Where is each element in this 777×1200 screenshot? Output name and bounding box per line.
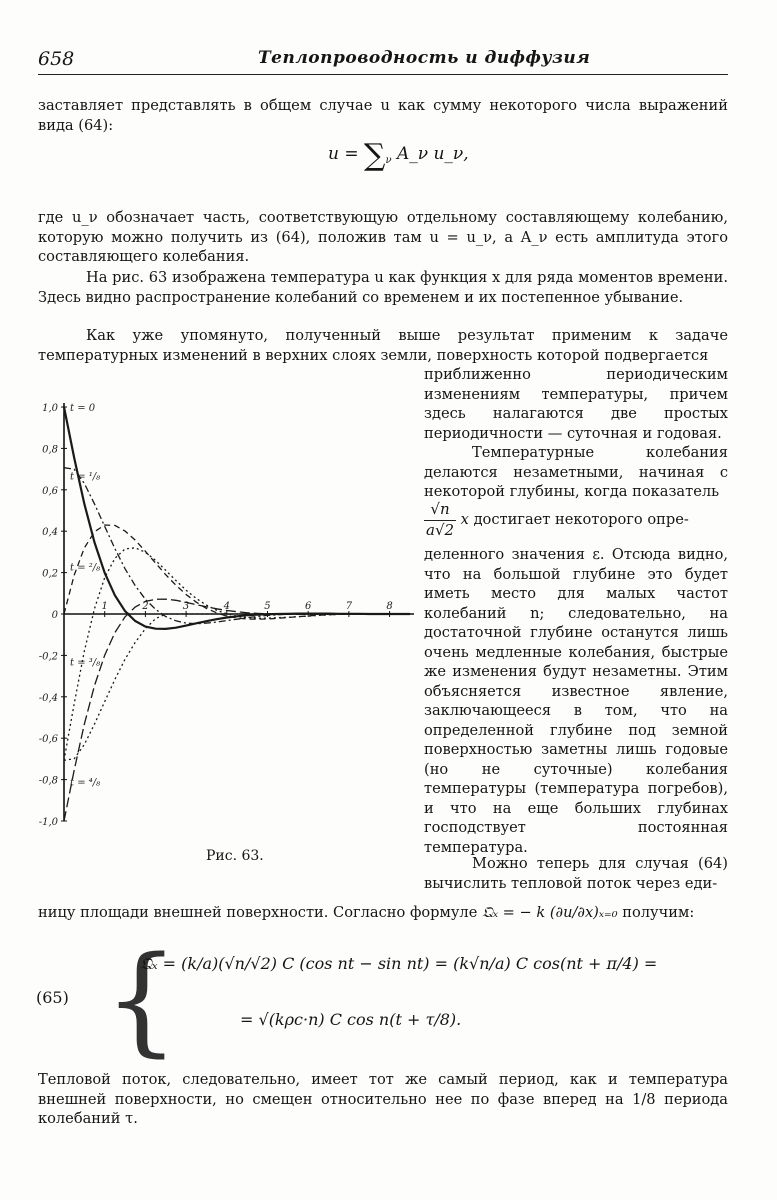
paragraph-7 [38, 898, 728, 928]
paragraph-2: где u_ν обозначает часть, соответствующую отдельному составляющему колебанию, которую можно получить из (64), положив там u = u_ν, а A_ν есть амплитуда этого составляющего колебания. [38, 209, 728, 265]
paragraph-5a: Температурные колебания делаются незаметными, начиная с некоторой глубины, когда показатель [424, 444, 728, 500]
sum-index: ν [385, 155, 392, 166]
y-tick-label: 0,2 [42, 568, 58, 580]
y-tick-label: 0,6 [42, 485, 58, 497]
paragraph-3: На рис. 63 изображена температура u как функция x для ряда моментов времени. Здесь видно распространение колебаний со временем и их постепенное убывание. [38, 269, 728, 306]
paragraph-4b: приближенно периодическим изменениям температуры, причем здесь налагаются две простых периодичности — суточная и годовая. [424, 366, 728, 442]
inline-heat-flux-formula: 𝔔ₓ = − k (∂u/∂x)ₓ₌₀ [481, 904, 618, 921]
series-line [64, 614, 410, 760]
x-tick-label: 3 [182, 601, 190, 612]
paragraph-8: Тепловой поток, следовательно, имеет тот же самый период, как и температура внешней поверхности, но смещен относительно нее по фазе вперед на 1/8 периода колебаний τ. [38, 1071, 728, 1127]
equation-65-line-2: = √(kρc·n) C cos n(t + τ/8). [240, 1010, 462, 1029]
running-header [38, 44, 728, 75]
sum-rhs: A_ν u_ν, [396, 144, 469, 164]
y-tick-label: 0,8 [42, 444, 58, 456]
x-tick-label: 7 [345, 601, 353, 612]
series-line [64, 548, 410, 761]
page-number: 658 [38, 48, 75, 70]
series-line [64, 468, 410, 624]
x-tick-label: 2 [142, 601, 149, 612]
paragraph-7b: получим: [622, 904, 695, 921]
paragraph-7a: ницу площади внешней поверхности. Согласно формуле [38, 904, 478, 921]
sum-equation [328, 138, 469, 173]
running-title: Теплопроводность и диффузия [258, 48, 591, 68]
chart-axes [64, 403, 414, 821]
y-tick-label: 1,0 [42, 403, 58, 414]
paragraph-1: заставляет представлять в общем случае u как сумму некоторого числа выражений вида (64): [38, 97, 728, 134]
curve-label: t = 0 [70, 403, 96, 414]
y-tick-label: 0,4 [42, 527, 58, 539]
equation-65-line-1: 𝔔ₓ = (k/a)(√n/√2) C (cos nt − sin nt) = (k√n/a) C cos(nt + π/4) = [140, 954, 658, 973]
sum-lhs: u = [328, 144, 359, 164]
y-tick-label: 0 [51, 610, 58, 621]
exponent-fraction: $\frac{√n}{a√2}$ [426, 500, 455, 539]
series-line [64, 525, 410, 619]
x-tick-label: 5 [264, 601, 271, 612]
series-line [64, 599, 410, 821]
x-tick-label: 1 [101, 601, 108, 612]
y-tick-label: -0,4 [38, 692, 58, 704]
y-tick-label: -0,2 [38, 651, 58, 663]
x-tick-label: 8 [386, 601, 393, 612]
curve-label: t = ²/₈ [70, 562, 101, 574]
paragraph-6: Можно теперь для случая (64) вычислить тепловой поток через еди- [424, 855, 728, 892]
x-tick-label: 4 [223, 601, 230, 612]
paragraph-4a: Как уже упомянуто, полученный выше результат применим к задаче температурных изменений в верхних слоях земли, поверхность которой подвергается [38, 327, 728, 364]
y-tick-label: -0,8 [38, 775, 58, 787]
exponent-line: $\frac{√n}{a√2}$ x достигает некоторого опре- [426, 500, 689, 539]
left-brace: { [104, 930, 180, 1068]
paragraph-5c: деленного значения ε. Отсюда видно, что на большой глубине это будет иметь место для малых частот колебаний n; следовательно, на достаточной глубине останутся лишь очень медленные колебания, быстрые же изменения будут незаметны. Этим объясняется известное явление, заключающееся в том, что на определенной глубине под земной поверхностью заметны лишь годовые (но не суточные) колебания температуры (температура погребов), и что на еще больших глубинах господствует постоянная температура. [424, 546, 728, 856]
chart-ticks [39, 403, 393, 828]
equation-65-label: (65) [36, 988, 69, 1007]
figure-63-chart [30, 385, 420, 835]
curve-label: t = ¹/₈ [70, 471, 101, 483]
curve-label: t = ⁴/₈ [70, 777, 101, 789]
x-tick-label: 6 [304, 601, 312, 612]
series-line [64, 407, 410, 629]
figure-caption: Рис. 63. [206, 848, 264, 864]
paragraph-5b: достигает некоторого опре- [473, 511, 689, 528]
y-tick-label: -0,6 [38, 734, 58, 746]
y-tick-label: -1,0 [38, 817, 58, 828]
curve-label: t = ³/₈ [70, 657, 101, 669]
sigma-symbol: ∑ [364, 138, 386, 173]
